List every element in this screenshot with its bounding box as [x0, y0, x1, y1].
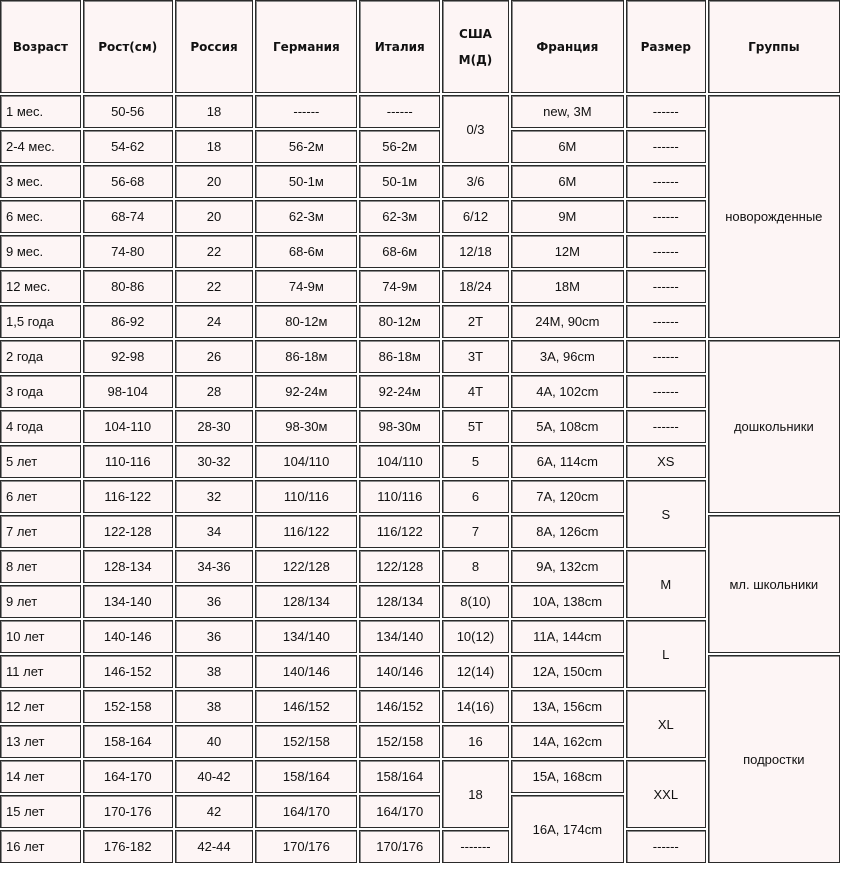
cell-france: 6M	[511, 165, 624, 198]
cell-germany: 128/134	[255, 585, 357, 618]
cell-italy: ------	[359, 95, 440, 128]
cell-size: ------	[626, 130, 706, 163]
cell-age: 4 года	[0, 410, 81, 443]
cell-size: ------	[626, 305, 706, 338]
cell-height: 104-110	[83, 410, 173, 443]
cell-age: 9 лет	[0, 585, 81, 618]
cell-size: XXL	[626, 760, 706, 828]
cell-france: 4A, 102cm	[511, 375, 624, 408]
cell-age: 11 лет	[0, 655, 81, 688]
cell-germany: 122/128	[255, 550, 357, 583]
cell-usa: 5	[442, 445, 509, 478]
cell-russia: 36	[175, 585, 254, 618]
cell-usa: 5T	[442, 410, 509, 443]
cell-usa: 16	[442, 725, 509, 758]
cell-height: 116-122	[83, 480, 173, 513]
header-row	[0, 0, 840, 93]
cell-age: 9 мес.	[0, 235, 81, 268]
cell-russia: 18	[175, 130, 254, 163]
cell-russia: 40	[175, 725, 254, 758]
cell-size: ------	[626, 235, 706, 268]
cell-age: 6 лет	[0, 480, 81, 513]
cell-germany: 140/146	[255, 655, 357, 688]
cell-height: 134-140	[83, 585, 173, 618]
cell-age: 8 лет	[0, 550, 81, 583]
cell-russia: 24	[175, 305, 254, 338]
cell-russia: 34	[175, 515, 254, 548]
cell-usa: 12/18	[442, 235, 509, 268]
cell-usa: 8	[442, 550, 509, 583]
cell-italy: 98-30м	[359, 410, 440, 443]
cell-russia: 18	[175, 95, 254, 128]
cell-italy: 170/176	[359, 830, 440, 863]
cell-germany: 158/164	[255, 760, 357, 793]
cell-usa: 0/3	[442, 95, 509, 163]
table-row	[0, 515, 840, 548]
cell-russia: 28-30	[175, 410, 254, 443]
cell-size: ------	[626, 95, 706, 128]
cell-germany: 80-12м	[255, 305, 357, 338]
cell-france: 12A, 150cm	[511, 655, 624, 688]
cell-russia: 38	[175, 690, 254, 723]
cell-usa: 18	[442, 760, 509, 828]
cell-height: 68-74	[83, 200, 173, 233]
cell-italy: 128/134	[359, 585, 440, 618]
cell-usa: 3T	[442, 340, 509, 373]
cell-russia: 30-32	[175, 445, 254, 478]
header-usa	[442, 0, 509, 93]
table-row	[0, 95, 840, 128]
cell-height: 122-128	[83, 515, 173, 548]
cell-height: 176-182	[83, 830, 173, 863]
cell-germany: 110/116	[255, 480, 357, 513]
cell-france: 9A, 132cm	[511, 550, 624, 583]
cell-russia: 20	[175, 165, 254, 198]
cell-age: 10 лет	[0, 620, 81, 653]
cell-size: L	[626, 620, 706, 688]
cell-germany: 170/176	[255, 830, 357, 863]
cell-height: 140-146	[83, 620, 173, 653]
header-usa-line1: США	[459, 26, 492, 41]
cell-usa: 8(10)	[442, 585, 509, 618]
cell-russia: 36	[175, 620, 254, 653]
cell-size: M	[626, 550, 706, 618]
cell-age: 12 лет	[0, 690, 81, 723]
cell-france: 18M	[511, 270, 624, 303]
cell-age: 12 мес.	[0, 270, 81, 303]
cell-size: ------	[626, 340, 706, 373]
cell-germany: 92-24м	[255, 375, 357, 408]
cell-usa: 2T	[442, 305, 509, 338]
cell-italy: 92-24м	[359, 375, 440, 408]
cell-usa: 6/12	[442, 200, 509, 233]
cell-usa: 14(16)	[442, 690, 509, 723]
table-row	[0, 655, 840, 688]
cell-age: 2 года	[0, 340, 81, 373]
cell-italy: 50-1м	[359, 165, 440, 198]
cell-usa: 10(12)	[442, 620, 509, 653]
cell-size: ------	[626, 270, 706, 303]
cell-france: 11A, 144cm	[511, 620, 624, 653]
cell-italy: 146/152	[359, 690, 440, 723]
cell-size: ------	[626, 200, 706, 233]
cell-france: 6A, 114cm	[511, 445, 624, 478]
cell-group-preschool: дошкольники	[708, 340, 840, 513]
cell-height: 74-80	[83, 235, 173, 268]
cell-height: 56-68	[83, 165, 173, 198]
cell-germany: 86-18м	[255, 340, 357, 373]
cell-italy: 62-3м	[359, 200, 440, 233]
cell-france: 9M	[511, 200, 624, 233]
header-germany: Германия	[255, 0, 357, 93]
cell-germany: 116/122	[255, 515, 357, 548]
cell-russia: 32	[175, 480, 254, 513]
cell-height: 152-158	[83, 690, 173, 723]
cell-russia: 28	[175, 375, 254, 408]
cell-germany: 98-30м	[255, 410, 357, 443]
cell-height: 158-164	[83, 725, 173, 758]
cell-size: XS	[626, 445, 706, 478]
cell-usa: 6	[442, 480, 509, 513]
cell-russia: 40-42	[175, 760, 254, 793]
cell-group-junior-school: мл. школьники	[708, 515, 840, 653]
header-italy: Италия	[359, 0, 440, 93]
cell-germany: ------	[255, 95, 357, 128]
cell-italy: 116/122	[359, 515, 440, 548]
cell-age: 14 лет	[0, 760, 81, 793]
header-russia: Россия	[175, 0, 254, 93]
cell-height: 164-170	[83, 760, 173, 793]
cell-russia: 34-36	[175, 550, 254, 583]
cell-size: S	[626, 480, 706, 548]
cell-france: 16A, 174cm	[511, 795, 624, 863]
cell-usa: 3/6	[442, 165, 509, 198]
cell-age: 1,5 года	[0, 305, 81, 338]
cell-height: 54-62	[83, 130, 173, 163]
cell-germany: 164/170	[255, 795, 357, 828]
cell-italy: 110/116	[359, 480, 440, 513]
cell-italy: 74-9м	[359, 270, 440, 303]
cell-usa: 7	[442, 515, 509, 548]
cell-russia: 26	[175, 340, 254, 373]
cell-usa: 18/24	[442, 270, 509, 303]
cell-france: 5A, 108cm	[511, 410, 624, 443]
cell-size: ------	[626, 375, 706, 408]
cell-age: 15 лет	[0, 795, 81, 828]
cell-france: 24M, 90cm	[511, 305, 624, 338]
cell-height: 98-104	[83, 375, 173, 408]
cell-group-newborn: новорожденные	[708, 95, 840, 338]
cell-germany: 68-6м	[255, 235, 357, 268]
cell-age: 13 лет	[0, 725, 81, 758]
cell-france: 10A, 138cm	[511, 585, 624, 618]
cell-italy: 104/110	[359, 445, 440, 478]
cell-age: 3 мес.	[0, 165, 81, 198]
cell-height: 86-92	[83, 305, 173, 338]
cell-italy: 80-12м	[359, 305, 440, 338]
cell-size: ------	[626, 165, 706, 198]
cell-russia: 22	[175, 235, 254, 268]
cell-age: 16 лет	[0, 830, 81, 863]
cell-age: 5 лет	[0, 445, 81, 478]
cell-russia: 42-44	[175, 830, 254, 863]
cell-height: 128-134	[83, 550, 173, 583]
cell-france: 3A, 96cm	[511, 340, 624, 373]
table-row	[0, 340, 840, 373]
cell-height: 50-56	[83, 95, 173, 128]
cell-usa: -------	[442, 830, 509, 863]
cell-age: 2-4 мес.	[0, 130, 81, 163]
cell-italy: 152/158	[359, 725, 440, 758]
cell-age: 7 лет	[0, 515, 81, 548]
cell-germany: 134/140	[255, 620, 357, 653]
cell-russia: 42	[175, 795, 254, 828]
header-size: Размер	[626, 0, 706, 93]
cell-age: 6 мес.	[0, 200, 81, 233]
cell-usa: 12(14)	[442, 655, 509, 688]
header-usa-line2: М(Д)	[458, 52, 493, 67]
cell-size: ------	[626, 410, 706, 443]
cell-france: 8A, 126cm	[511, 515, 624, 548]
header-height: Рост(см)	[83, 0, 173, 93]
cell-france: 6M	[511, 130, 624, 163]
cell-germany: 104/110	[255, 445, 357, 478]
cell-italy: 86-18м	[359, 340, 440, 373]
cell-group-teens: подростки	[708, 655, 840, 863]
cell-italy: 68-6м	[359, 235, 440, 268]
cell-italy: 158/164	[359, 760, 440, 793]
cell-size: ------	[626, 830, 706, 863]
cell-height: 170-176	[83, 795, 173, 828]
cell-age: 1 мес.	[0, 95, 81, 128]
cell-germany: 146/152	[255, 690, 357, 723]
header-groups: Группы	[708, 0, 840, 93]
header-age: Возраст	[0, 0, 81, 93]
cell-germany: 74-9м	[255, 270, 357, 303]
cell-italy: 134/140	[359, 620, 440, 653]
cell-italy: 122/128	[359, 550, 440, 583]
cell-italy: 140/146	[359, 655, 440, 688]
cell-france: new, 3M	[511, 95, 624, 128]
cell-height: 92-98	[83, 340, 173, 373]
header-france: Франция	[511, 0, 624, 93]
cell-age: 3 года	[0, 375, 81, 408]
cell-france: 14A, 162cm	[511, 725, 624, 758]
cell-height: 80-86	[83, 270, 173, 303]
cell-germany: 50-1м	[255, 165, 357, 198]
cell-italy: 164/170	[359, 795, 440, 828]
cell-germany: 152/158	[255, 725, 357, 758]
cell-germany: 62-3м	[255, 200, 357, 233]
cell-russia: 20	[175, 200, 254, 233]
cell-height: 146-152	[83, 655, 173, 688]
cell-france: 13A, 156cm	[511, 690, 624, 723]
cell-france: 7A, 120cm	[511, 480, 624, 513]
cell-france: 15A, 168cm	[511, 760, 624, 793]
cell-size: XL	[626, 690, 706, 758]
cell-height: 110-116	[83, 445, 173, 478]
cell-russia: 38	[175, 655, 254, 688]
cell-italy: 56-2м	[359, 130, 440, 163]
cell-usa: 4T	[442, 375, 509, 408]
cell-russia: 22	[175, 270, 254, 303]
cell-france: 12M	[511, 235, 624, 268]
cell-germany: 56-2м	[255, 130, 357, 163]
